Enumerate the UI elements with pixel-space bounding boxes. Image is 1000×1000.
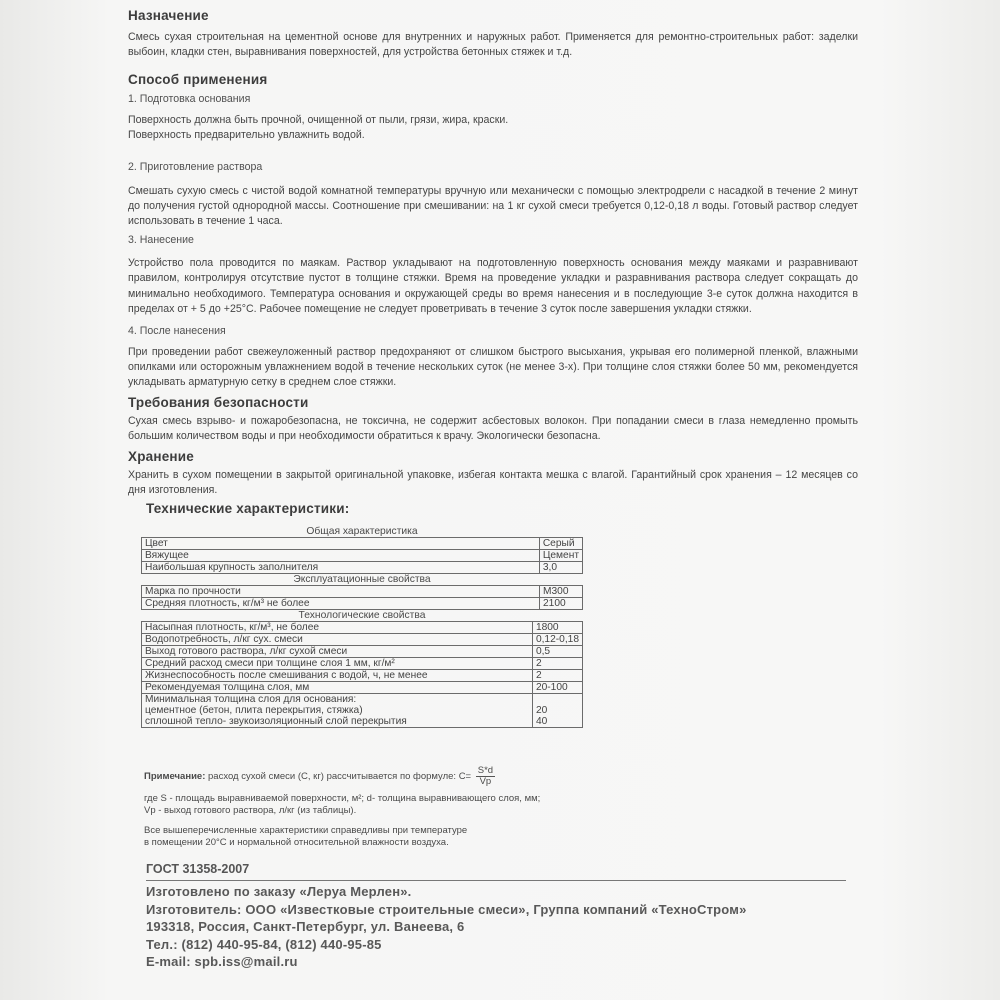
- consumption-formula: [476, 766, 495, 787]
- table-row: [142, 598, 583, 610]
- step-3-title: 3. Нанесение: [128, 234, 194, 246]
- table-row: [142, 658, 583, 670]
- tech-heading: Технические характеристики:: [146, 500, 350, 516]
- gost-standard: ГОСТ 31358-2007: [146, 862, 250, 876]
- row-value: 2: [532, 658, 582, 670]
- note-where-2: Vp - выход готового раствора, л/кг (из таблицы).: [144, 805, 357, 816]
- table-operational: [141, 585, 583, 610]
- storage-heading: Хранение: [128, 448, 194, 464]
- manufacturer-email: E-mail: spb.iss@mail.ru: [146, 954, 298, 969]
- step-4-text: При проведении работ свежеуложенный раствор предохраняют от слишком быстрого высыхания, укрывая его полимерной пленкой, влажными опилками или осторожным увлажнением водой в течение нескольких суток (не менее 3-х). При толщине слоя стяжки более 50 мм, рекомендуется укладывать арматурную сетку в среднем слое стяжки.: [128, 345, 858, 388]
- table-row: [142, 586, 583, 598]
- manufacturer-line-2: Изготовитель: ООО «Известковые строительные смеси», Группа компаний «ТехноСтром»: [146, 901, 747, 917]
- manufacturer-line-1: Изготовлено по заказу «Леруа Мерлен».: [146, 884, 412, 899]
- table-row: [142, 682, 583, 694]
- step-1-line-2: Поверхность предварительно увлажнить водой.: [128, 129, 365, 141]
- table-row: [142, 622, 583, 634]
- row-value: 20-100: [532, 682, 582, 694]
- row-value: 0,5: [532, 646, 582, 658]
- tech-specs-table: [141, 526, 583, 728]
- table-row-min-thickness: [142, 694, 583, 728]
- row-value: 2100: [540, 598, 583, 610]
- row-name: Жизнеспособность после смешивания с водой, ч, не менее: [142, 670, 533, 682]
- row-name: Рекомендуемая толщина слоя, мм: [142, 682, 533, 694]
- note-validity-2: в помещении 20°С и нормальной относительной влажности воздуха.: [144, 837, 449, 848]
- step-4-title: 4. После нанесения: [128, 324, 226, 337]
- group-title-technological: Технологические свойства: [298, 610, 426, 621]
- note-label: Примечание:: [144, 771, 206, 783]
- min-thickness-line-1: Минимальная толщина слоя для основания:: [145, 694, 357, 705]
- row-name: Средняя плотность, кг/м³ не более: [142, 598, 540, 610]
- min-thickness-value-2: 40: [535, 716, 548, 727]
- row-name: Цвет: [142, 538, 540, 550]
- row-name: Водопотребность, л/кг сух. смеси: [142, 634, 533, 646]
- manufacturer-phone: Тел.: (812) 440-95-84, (812) 440-95-85: [146, 936, 382, 952]
- min-thickness-cell: [142, 694, 533, 728]
- row-value: 3,0: [539, 562, 582, 574]
- group-title-operational: Эксплуатационные свойства: [293, 574, 431, 585]
- note-validity-1: Все вышеперечисленные характеристики справедливы при температуре: [144, 825, 468, 836]
- step-2-title: 2. Приготовление раствора: [128, 161, 263, 173]
- row-value: 2: [532, 670, 582, 682]
- step-1-title: 1. Подготовка основания: [128, 93, 251, 105]
- safety-text: Сухая смесь взрыво- и пожаробезопасна, не токсична, не содержит асбестовых волокон. При попадании смеси в глаза немедленно промыть большим количеством воды и при необходимости обратиться к врачу. Экологически безопасна.: [128, 414, 858, 442]
- row-name: Насыпная плотность, кг/м³, не более: [142, 622, 533, 634]
- row-value: Серый: [539, 538, 582, 550]
- min-thickness-values: [532, 694, 582, 728]
- row-name: Марка по прочности: [142, 586, 540, 598]
- purpose-heading: Назначение: [128, 8, 209, 23]
- note-formula-line: [144, 766, 584, 787]
- manufacturer-address: 193318, Россия, Санкт-Петербург, ул. Ванеева, 6: [146, 919, 465, 934]
- purpose-text: Смесь сухая строительная на цементной основе для внутренних и наружных работ. Применяется для ремонтно-строительных работ: заделки выбоин, кладки стен, выравнивания поверхностей, для устройства бетонных стяжек и т.д.: [128, 31, 858, 58]
- row-value: М300: [540, 586, 583, 598]
- note-where-1: где S - площадь выравниваемой поверхности, м²; d- толщина выравнивающего слоя, мм;: [144, 793, 541, 804]
- row-name: Выход готового раствора, л/кг сухой смеси: [142, 646, 533, 658]
- row-value: 0,12-0,18: [532, 634, 582, 646]
- row-value: Цемент: [539, 550, 582, 562]
- step-3-text: Устройство пола проводится по маякам. Раствор укладывают на подготовленную поверхность основания между маяками и разравнивают правилом, контролируя отсутствие пустот в толщине стяжки. Время на проведение укладки и разравнивания раствора следует сокращать до минимально необходимого. Температура основания и окружающей среды во время нанесения и в последующие 3-е суток должна находится в пределах от + 5 до +25°С. Рабочее помещение не следует проветривать в течение 3 суток после завершения укладки стяжки.: [128, 257, 858, 316]
- table-row: [142, 550, 583, 562]
- row-name: Вяжущее: [142, 550, 540, 562]
- table-technological: [141, 621, 583, 728]
- formula-numerator: S*d: [477, 765, 494, 776]
- table-row: [142, 646, 583, 658]
- manufacturer-block: [146, 880, 846, 971]
- group-title-general: Общая характеристика: [306, 526, 418, 537]
- step-1-line-1: Поверхность должна быть прочной, очищенной от пыли, грязи, жира, краски.: [128, 114, 509, 126]
- note-text: расход сухой смеси (С, кг) рассчитывается по формуле: С=: [208, 771, 472, 783]
- notes-block: [144, 766, 584, 849]
- row-value: 1800: [532, 622, 582, 634]
- row-name: Средний расход смеси при толщине слоя 1 мм, кг/м²: [142, 658, 533, 670]
- formula-denominator: Vp: [479, 776, 492, 787]
- safety-heading: Требования безопасности: [128, 394, 309, 410]
- row-name: Наибольшая крупность заполнителя: [142, 562, 540, 574]
- document-content: [128, 8, 858, 516]
- table-row: [142, 538, 583, 550]
- table-row: [142, 634, 583, 646]
- storage-text: Хранить в сухом помещении в закрытой оригинальной упаковке, избегая контакта мешка с влагой. Гарантийный срок хранения – 12 месяцев со дня изготовления.: [128, 468, 858, 496]
- table-general: [141, 537, 583, 574]
- min-thickness-value-1: 20: [535, 705, 548, 716]
- step-2-text: Смешать сухую смесь с чистой водой комнатной температуры вручную или механически с помощью электродрели с насадкой в течение 2 минут до получения густой однородной массы. Соотношение при смешивании: на 1 кг сухой смеси требуется 0,12-0,18 л воды. Готовый раствор следует использовать в течение 1 часа.: [128, 185, 858, 227]
- table-row: [142, 562, 583, 574]
- min-thickness-line-2: цементное (бетон, плита перекрытия, стяжка): [145, 705, 363, 716]
- method-heading: Способ применения: [128, 72, 268, 87]
- min-thickness-line-3: сплошной тепло- звукоизоляционный слой перекрытия: [145, 716, 407, 727]
- table-row: [142, 670, 583, 682]
